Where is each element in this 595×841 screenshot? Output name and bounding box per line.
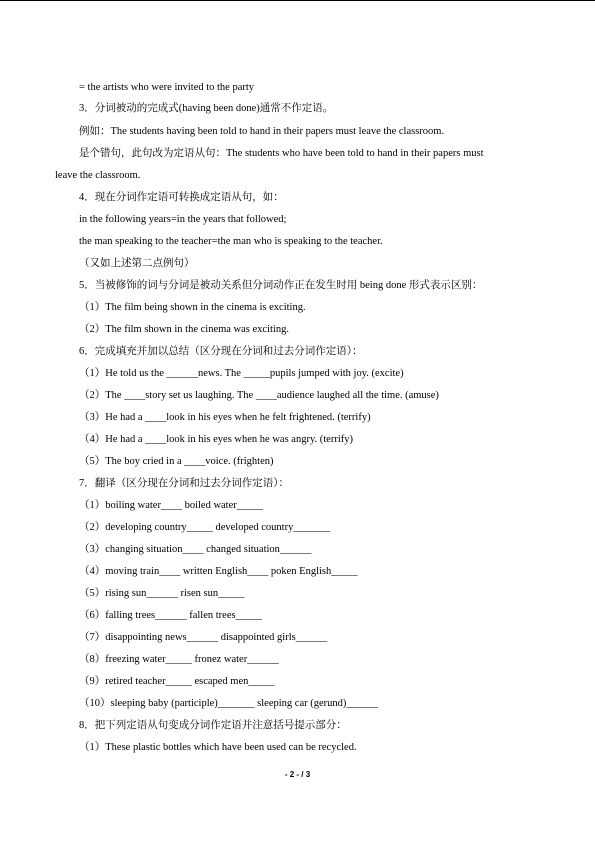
section-heading: 5．当被修饰的词与分词是被动关系但分词动作正在发生时用 being done 形式表示区别： — [79, 280, 483, 291]
list-item: （10）sleeping baby (participle)_______ sleeping car (gerund)______ — [79, 698, 378, 709]
list-item: （2）The ____story set us laughing. The ____audience laughed all the time. (amuse) — [79, 390, 439, 401]
list-item: （3）He had a ____look in his eyes when he felt frightened. (terrify) — [79, 412, 371, 423]
text-line: = the artists who were invited to the party — [79, 82, 255, 93]
list-item: （3）changing situation____ changed situation______ — [79, 544, 312, 555]
list-item: （1）These plastic bottles which have been used can be recycled. — [79, 742, 357, 753]
section-heading: 3．分词被动的完成式(having been done)通常不作定语。 — [79, 103, 334, 114]
section-heading: 4．现在分词作定语可转换成定语从句，如： — [79, 192, 284, 203]
list-item: （5）The boy cried in a ____voice. (frighten) — [79, 456, 274, 467]
list-item: （1）boiling water____ boiled water_____ — [79, 500, 264, 511]
list-item: （5）rising sun______ risen sun_____ — [79, 588, 245, 599]
section-heading: 6．完成填充并加以总结（区分现在分词和过去分词作定语）： — [79, 346, 363, 357]
page-number: - 2 - / 3 — [284, 770, 311, 779]
text-line: 是个错句，此句改为定语从句：The students who have been told to hand in their papers must — [79, 148, 484, 159]
list-item: （2）developing country_____ developed country_______ — [79, 522, 331, 533]
top-rule — [0, 0, 595, 1]
list-item: （2）The film shown in the cinema was exciting. — [79, 324, 289, 335]
text-line: the man speaking to the teacher=the man who is speaking to the teacher. — [79, 236, 383, 247]
list-item: （4）moving train____ written English____ poken English_____ — [79, 566, 358, 577]
list-item: （1）The film being shown in the cinema is exciting. — [79, 302, 306, 313]
list-item: （1）He told us the ______news. The _____pupils jumped with joy. (excite) — [79, 368, 404, 379]
list-item: （6）falling trees______ fallen trees_____ — [79, 610, 262, 621]
text-line: （又如上述第二点例句） — [79, 258, 195, 269]
text-line: leave the classroom. — [55, 170, 141, 181]
list-item: （8）freezing water_____ fronez water______ — [79, 654, 279, 665]
list-item: （4）He had a ____look in his eyes when he was angry. (terrify) — [79, 434, 353, 445]
text-line: 例如：The students having been told to hand in their papers must leave the classroom. — [79, 126, 445, 137]
section-heading: 7．翻译（区分现在分词和过去分词作定语）： — [79, 478, 289, 489]
list-item: （9）retired teacher_____ escaped men_____ — [79, 676, 275, 687]
text-line: in the following years=in the years that followed; — [79, 214, 287, 225]
list-item: （7）disappointing news______ disappointed girls______ — [79, 632, 328, 643]
section-heading: 8．把下列定语从句变成分词作定语并注意括号提示部分： — [79, 720, 347, 731]
